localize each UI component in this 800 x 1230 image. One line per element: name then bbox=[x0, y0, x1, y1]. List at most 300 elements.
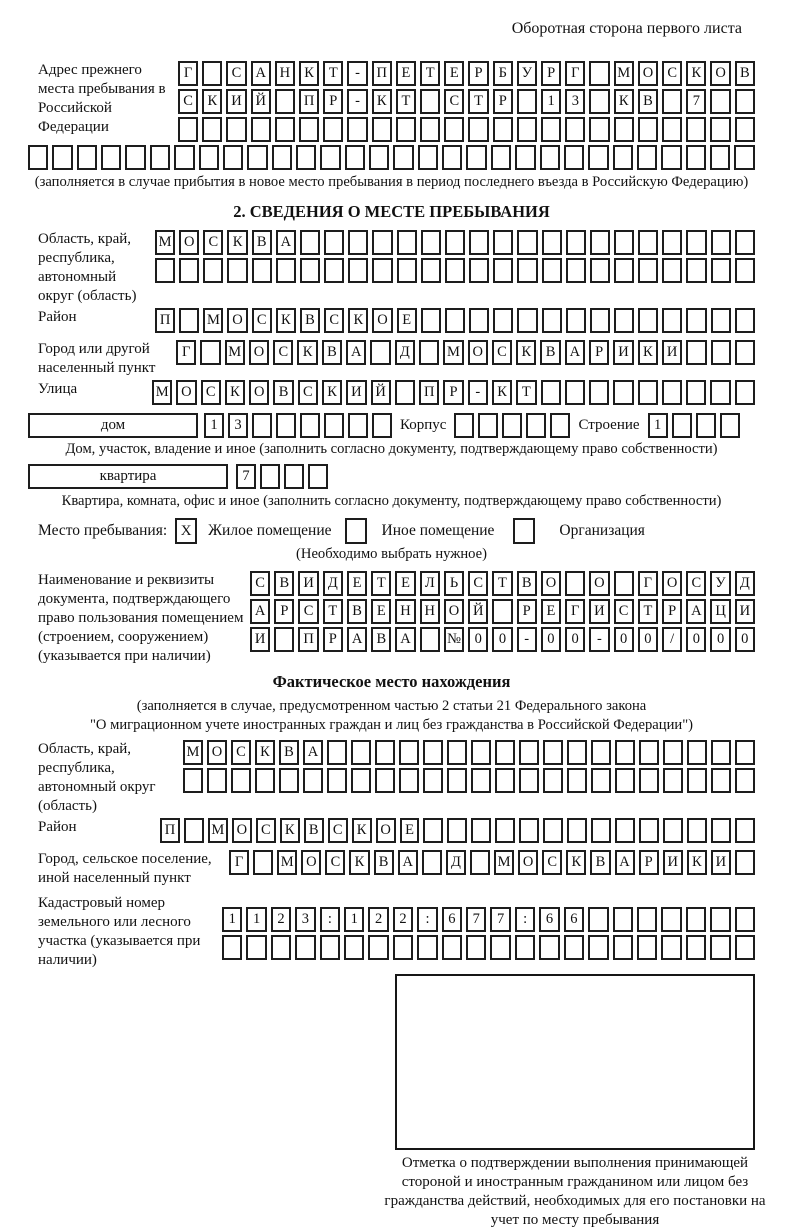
char-box: Р bbox=[323, 89, 343, 114]
char-box: О bbox=[589, 571, 609, 596]
char-box bbox=[399, 768, 419, 793]
char-box bbox=[222, 935, 242, 960]
char-box: В bbox=[273, 380, 293, 405]
char-box bbox=[541, 380, 561, 405]
char-box: Е bbox=[396, 61, 416, 86]
char-box: Д bbox=[323, 571, 343, 596]
prev-address-caption: (заполняется в случае прибытия в новое место пребывания в период последнего въезда в Российскую Федерацию) bbox=[34, 174, 749, 190]
char-box bbox=[253, 850, 273, 875]
document-block bbox=[28, 571, 755, 666]
char-box: Е bbox=[397, 308, 417, 333]
char-box bbox=[539, 935, 559, 960]
char-box bbox=[423, 768, 443, 793]
char-box: К bbox=[299, 61, 319, 86]
char-box: Е bbox=[395, 571, 415, 596]
char-box: В bbox=[304, 818, 324, 843]
char-box bbox=[639, 768, 659, 793]
char-box: М bbox=[225, 340, 245, 365]
apartment-number-cells bbox=[236, 464, 328, 489]
char-box bbox=[150, 145, 170, 170]
char-box: О bbox=[518, 850, 538, 875]
char-box bbox=[231, 768, 251, 793]
char-box: 0 bbox=[541, 627, 561, 652]
char-box: 0 bbox=[638, 627, 658, 652]
char-box bbox=[369, 145, 389, 170]
char-box: М bbox=[155, 230, 175, 255]
char-box bbox=[541, 117, 561, 142]
char-box: 1 bbox=[344, 907, 364, 932]
char-box bbox=[495, 768, 515, 793]
char-box bbox=[519, 740, 539, 765]
char-box: К bbox=[566, 850, 586, 875]
char-box bbox=[711, 768, 731, 793]
char-box: 0 bbox=[565, 627, 585, 652]
char-box bbox=[565, 380, 585, 405]
char-box bbox=[393, 145, 413, 170]
registration-stamp-box bbox=[395, 974, 755, 1150]
char-box: Р bbox=[639, 850, 659, 875]
char-box bbox=[639, 818, 659, 843]
char-box bbox=[662, 308, 682, 333]
char-box bbox=[466, 145, 486, 170]
char-box bbox=[735, 117, 755, 142]
char-box: С bbox=[273, 340, 293, 365]
street-block bbox=[28, 380, 755, 408]
char-box: С bbox=[201, 380, 221, 405]
char-box: Т bbox=[420, 61, 440, 86]
char-box: О bbox=[662, 571, 682, 596]
char-box bbox=[202, 117, 222, 142]
char-box bbox=[663, 740, 683, 765]
char-box: С bbox=[231, 740, 251, 765]
char-box bbox=[735, 89, 755, 114]
char-box bbox=[372, 230, 392, 255]
char-box bbox=[710, 380, 730, 405]
char-box bbox=[615, 740, 635, 765]
char-box: Т bbox=[492, 571, 512, 596]
cadastral-row-2 bbox=[222, 935, 755, 960]
char-box bbox=[447, 768, 467, 793]
char-box bbox=[663, 768, 683, 793]
char-box: 7 bbox=[490, 907, 510, 932]
char-box bbox=[421, 258, 441, 283]
char-box: С bbox=[444, 89, 464, 114]
char-box bbox=[468, 117, 488, 142]
char-box bbox=[567, 740, 587, 765]
region-row-1 bbox=[155, 230, 755, 255]
char-box: О bbox=[710, 61, 730, 86]
char-box bbox=[686, 935, 706, 960]
page-header-note: Оборотная сторона первого листа bbox=[511, 20, 742, 37]
char-box bbox=[567, 768, 587, 793]
stay-type-label: Место пребывания: bbox=[38, 522, 168, 539]
char-box: В bbox=[322, 340, 342, 365]
char-box bbox=[320, 145, 340, 170]
char-box: А bbox=[250, 599, 270, 624]
char-box: М bbox=[494, 850, 514, 875]
char-box: С bbox=[203, 230, 223, 255]
region-row-2 bbox=[155, 258, 755, 283]
char-box bbox=[662, 380, 682, 405]
fact-region-row-2 bbox=[183, 768, 755, 793]
city-row bbox=[176, 340, 755, 365]
region-label: Область, край, республика, автономный округ (область) bbox=[38, 231, 137, 304]
char-box: В bbox=[638, 89, 658, 114]
char-box: Р bbox=[541, 61, 561, 86]
char-box: О bbox=[541, 571, 561, 596]
char-box: Т bbox=[396, 89, 416, 114]
char-box: Н bbox=[275, 61, 295, 86]
char-box bbox=[252, 413, 272, 438]
char-box bbox=[469, 230, 489, 255]
char-box: М bbox=[277, 850, 297, 875]
fact-district-block bbox=[28, 818, 755, 846]
char-box bbox=[260, 464, 280, 489]
char-box: В bbox=[517, 571, 537, 596]
char-box bbox=[589, 380, 609, 405]
char-box: С bbox=[226, 61, 246, 86]
char-box: К bbox=[352, 818, 372, 843]
char-box bbox=[588, 145, 608, 170]
char-box bbox=[686, 117, 706, 142]
char-box bbox=[696, 413, 716, 438]
char-box: / bbox=[662, 627, 682, 652]
char-box bbox=[445, 230, 465, 255]
char-box bbox=[590, 258, 610, 283]
char-box bbox=[203, 258, 223, 283]
stroenie-label: Строение bbox=[578, 417, 640, 433]
char-box: К bbox=[492, 380, 512, 405]
fact-region-row-1 bbox=[183, 740, 755, 765]
char-box bbox=[77, 145, 97, 170]
char-box: О bbox=[176, 380, 196, 405]
stay-type-row bbox=[28, 518, 755, 544]
char-box bbox=[588, 907, 608, 932]
char-box: : bbox=[515, 907, 535, 932]
char-box bbox=[613, 380, 633, 405]
char-box: С bbox=[614, 599, 634, 624]
char-box: О bbox=[638, 61, 658, 86]
char-box bbox=[52, 145, 72, 170]
char-box bbox=[661, 907, 681, 932]
char-box bbox=[566, 308, 586, 333]
char-box bbox=[517, 258, 537, 283]
char-box: Й bbox=[251, 89, 271, 114]
char-box bbox=[444, 117, 464, 142]
char-box bbox=[672, 413, 692, 438]
char-box bbox=[638, 308, 658, 333]
char-box bbox=[637, 907, 657, 932]
char-box: К bbox=[280, 818, 300, 843]
char-box: А bbox=[303, 740, 323, 765]
char-box bbox=[711, 818, 731, 843]
char-box bbox=[517, 230, 537, 255]
char-box bbox=[199, 145, 219, 170]
char-box bbox=[613, 935, 633, 960]
char-box bbox=[417, 935, 437, 960]
char-box: И bbox=[346, 380, 366, 405]
char-box bbox=[490, 935, 510, 960]
char-box bbox=[179, 308, 199, 333]
char-box: В bbox=[371, 627, 391, 652]
char-box bbox=[735, 230, 755, 255]
char-box bbox=[711, 230, 731, 255]
char-box: К bbox=[276, 308, 296, 333]
char-box bbox=[300, 258, 320, 283]
char-box bbox=[395, 380, 415, 405]
char-box bbox=[420, 89, 440, 114]
char-box bbox=[348, 230, 368, 255]
char-box: В bbox=[274, 571, 294, 596]
prev-address-row-1 bbox=[178, 61, 755, 86]
char-box bbox=[471, 740, 491, 765]
street-row bbox=[152, 380, 755, 405]
char-box: К bbox=[638, 340, 658, 365]
char-box bbox=[351, 740, 371, 765]
char-box: П bbox=[160, 818, 180, 843]
char-box: Б bbox=[493, 61, 513, 86]
section2-title: 2. СВЕДЕНИЯ О МЕСТЕ ПРЕБЫВАНИЯ bbox=[233, 202, 550, 221]
char-box bbox=[686, 907, 706, 932]
char-box bbox=[295, 935, 315, 960]
house-caption: Дом, участок, владение и иное (заполнить согласно документу, подтверждающему право собственности) bbox=[65, 441, 718, 457]
char-box bbox=[542, 308, 562, 333]
char-box bbox=[399, 740, 419, 765]
char-box bbox=[252, 258, 272, 283]
char-box: А bbox=[347, 627, 367, 652]
char-box: И bbox=[298, 571, 318, 596]
char-box bbox=[348, 413, 368, 438]
char-box: В bbox=[735, 61, 755, 86]
char-box bbox=[735, 935, 755, 960]
prev-address-grid bbox=[178, 61, 755, 145]
char-box: А bbox=[398, 850, 418, 875]
char-box: 6 bbox=[539, 907, 559, 932]
char-box bbox=[442, 145, 462, 170]
char-box: И bbox=[613, 340, 633, 365]
other-premises-label: Иное помещение bbox=[381, 522, 495, 539]
char-box: С bbox=[256, 818, 276, 843]
prev-address-row-3 bbox=[178, 117, 755, 142]
char-box bbox=[471, 818, 491, 843]
char-box: Д bbox=[395, 340, 415, 365]
char-box: С bbox=[298, 380, 318, 405]
char-box bbox=[223, 145, 243, 170]
char-box: Е bbox=[541, 599, 561, 624]
char-box bbox=[469, 308, 489, 333]
char-box: С bbox=[686, 571, 706, 596]
char-box bbox=[345, 145, 365, 170]
char-box bbox=[308, 464, 328, 489]
char-box: К bbox=[322, 380, 342, 405]
char-box bbox=[251, 117, 271, 142]
char-box bbox=[368, 935, 388, 960]
char-box bbox=[179, 258, 199, 283]
char-box bbox=[590, 308, 610, 333]
char-box bbox=[615, 768, 635, 793]
char-box bbox=[710, 89, 730, 114]
char-box: К bbox=[372, 89, 392, 114]
char-box bbox=[493, 258, 513, 283]
char-box bbox=[519, 818, 539, 843]
cadastral-row-1 bbox=[222, 907, 755, 932]
char-box: И bbox=[662, 340, 682, 365]
char-box bbox=[320, 935, 340, 960]
char-box bbox=[567, 818, 587, 843]
prev-address-label: Адрес прежнего места пребывания в Российской Федерации bbox=[38, 62, 166, 135]
char-box bbox=[495, 740, 515, 765]
char-box bbox=[687, 818, 707, 843]
char-box bbox=[299, 117, 319, 142]
char-box bbox=[686, 340, 706, 365]
char-box bbox=[614, 117, 634, 142]
char-box: Р bbox=[662, 599, 682, 624]
char-box: И bbox=[735, 599, 755, 624]
char-box: А bbox=[346, 340, 366, 365]
char-box bbox=[638, 230, 658, 255]
char-box bbox=[735, 308, 755, 333]
char-box: У bbox=[710, 571, 730, 596]
char-box: Т bbox=[468, 89, 488, 114]
char-box: Й bbox=[468, 599, 488, 624]
char-box: А bbox=[251, 61, 271, 86]
char-box: - bbox=[347, 89, 367, 114]
char-box: 7 bbox=[466, 907, 486, 932]
char-box bbox=[526, 413, 546, 438]
fact-region-label: Область, край, республика, автономный округ (область) bbox=[38, 741, 156, 814]
document-row-2 bbox=[250, 599, 755, 624]
char-box: Ь bbox=[444, 571, 464, 596]
char-box bbox=[470, 850, 490, 875]
apartment-row bbox=[28, 464, 755, 489]
korpus-cells bbox=[454, 413, 570, 438]
char-box bbox=[711, 258, 731, 283]
char-box: - bbox=[347, 61, 367, 86]
char-box: М bbox=[152, 380, 172, 405]
char-box: К bbox=[227, 230, 247, 255]
char-box bbox=[442, 935, 462, 960]
char-box bbox=[591, 768, 611, 793]
char-box: 1 bbox=[648, 413, 668, 438]
city-block bbox=[28, 340, 755, 378]
char-box: О bbox=[444, 599, 464, 624]
char-box bbox=[323, 117, 343, 142]
korpus-label: Корпус bbox=[400, 417, 447, 433]
char-box: И bbox=[663, 850, 683, 875]
cadastral-label: Кадастровый номер земельного или лесного участка (указывается при наличии) bbox=[38, 895, 201, 968]
char-box bbox=[663, 818, 683, 843]
char-box bbox=[454, 413, 474, 438]
char-box bbox=[227, 258, 247, 283]
char-box bbox=[327, 768, 347, 793]
char-box: Т bbox=[638, 599, 658, 624]
char-box bbox=[300, 230, 320, 255]
char-box bbox=[447, 818, 467, 843]
char-box: Д bbox=[446, 850, 466, 875]
char-box bbox=[419, 340, 439, 365]
char-box bbox=[423, 818, 443, 843]
char-box bbox=[687, 740, 707, 765]
char-box bbox=[347, 117, 367, 142]
char-box bbox=[662, 230, 682, 255]
char-box bbox=[591, 818, 611, 843]
char-box: П bbox=[419, 380, 439, 405]
char-box bbox=[566, 230, 586, 255]
char-box: В bbox=[252, 230, 272, 255]
char-box bbox=[184, 818, 204, 843]
char-box: Р bbox=[323, 627, 343, 652]
char-box bbox=[614, 258, 634, 283]
char-box bbox=[735, 907, 755, 932]
char-box bbox=[519, 768, 539, 793]
char-box bbox=[200, 340, 220, 365]
char-box bbox=[178, 117, 198, 142]
char-box bbox=[589, 117, 609, 142]
char-box bbox=[101, 145, 121, 170]
char-box bbox=[202, 61, 222, 86]
char-box bbox=[397, 230, 417, 255]
char-box: С bbox=[468, 571, 488, 596]
char-box: О bbox=[468, 340, 488, 365]
char-box: : bbox=[320, 907, 340, 932]
char-box: П bbox=[155, 308, 175, 333]
char-box bbox=[637, 935, 657, 960]
char-box bbox=[686, 258, 706, 283]
char-box bbox=[272, 145, 292, 170]
char-box bbox=[276, 413, 296, 438]
char-box: М bbox=[208, 818, 228, 843]
char-box bbox=[284, 464, 304, 489]
char-box bbox=[735, 768, 755, 793]
char-box: 6 bbox=[564, 907, 584, 932]
char-box: 2 bbox=[393, 907, 413, 932]
char-box: 0 bbox=[686, 627, 706, 652]
char-box: А bbox=[615, 850, 635, 875]
char-box bbox=[397, 258, 417, 283]
char-box bbox=[125, 145, 145, 170]
char-box bbox=[275, 89, 295, 114]
char-box: 3 bbox=[565, 89, 585, 114]
char-box bbox=[303, 768, 323, 793]
district-label: Район bbox=[38, 309, 77, 325]
char-box bbox=[372, 258, 392, 283]
char-box bbox=[275, 117, 295, 142]
char-box: С bbox=[298, 599, 318, 624]
char-box bbox=[686, 230, 706, 255]
char-box: Н bbox=[395, 599, 415, 624]
char-box: 0 bbox=[468, 627, 488, 652]
char-box: К bbox=[297, 340, 317, 365]
checkbox-organization bbox=[513, 518, 535, 544]
char-box bbox=[565, 571, 585, 596]
char-box bbox=[710, 145, 730, 170]
char-box: В bbox=[540, 340, 560, 365]
char-box: С bbox=[492, 340, 512, 365]
document-row-3 bbox=[250, 627, 755, 652]
char-box: В bbox=[347, 599, 367, 624]
char-box: И bbox=[711, 850, 731, 875]
district-row bbox=[155, 308, 755, 333]
char-box bbox=[491, 145, 511, 170]
char-box: А bbox=[565, 340, 585, 365]
char-box: О bbox=[301, 850, 321, 875]
char-box: Р bbox=[493, 89, 513, 114]
char-box bbox=[421, 308, 441, 333]
street-label: Улица bbox=[38, 381, 78, 397]
char-box bbox=[542, 230, 562, 255]
char-box: Т bbox=[323, 599, 343, 624]
char-box: К bbox=[255, 740, 275, 765]
